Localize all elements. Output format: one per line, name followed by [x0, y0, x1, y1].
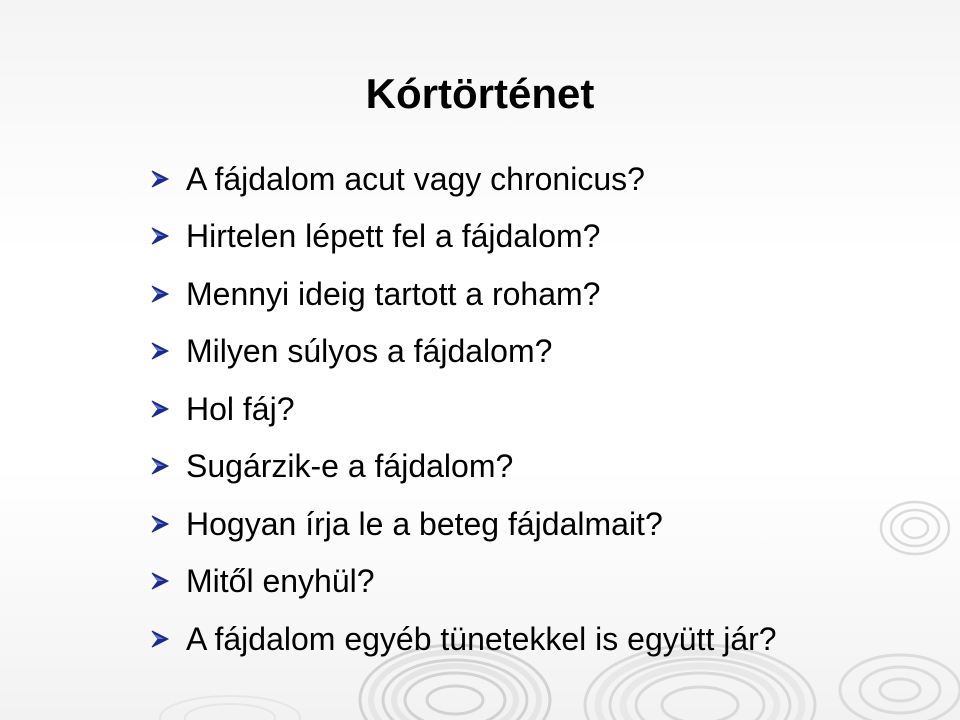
arrowhead-bullet-icon — [150, 399, 186, 419]
bullet-text: Mitől enyhül? — [186, 563, 375, 600]
list-item — [150, 553, 777, 611]
list-item — [150, 438, 777, 496]
list-item — [150, 323, 777, 381]
list-item — [150, 265, 777, 323]
bullet-text: Hirtelen lépett fel a fájdalom? — [186, 218, 601, 255]
bullet-text: Hol fáj? — [186, 390, 295, 427]
bullet-text: Sugárzik-e a fájdalom? — [186, 448, 514, 485]
bullet-list — [150, 150, 777, 668]
bullet-text: A fájdalom egyéb tünetekkel is együtt jár? — [186, 620, 777, 657]
arrowhead-bullet-icon — [150, 571, 186, 591]
arrowhead-bullet-icon — [150, 341, 186, 361]
arrowhead-bullet-icon — [150, 284, 186, 304]
list-item — [150, 495, 777, 553]
arrowhead-bullet-icon — [150, 456, 186, 476]
arrowhead-bullet-icon — [150, 226, 186, 246]
list-item — [150, 150, 777, 208]
arrowhead-bullet-icon — [150, 169, 186, 189]
arrowhead-bullet-icon — [150, 514, 186, 534]
list-item — [150, 610, 777, 668]
bullet-text: Mennyi ideig tartott a roham? — [186, 275, 601, 312]
list-item — [150, 208, 777, 266]
bullet-text: Milyen súlyos a fájdalom? — [186, 333, 553, 370]
bullet-text: A fájdalom acut vagy chronicus? — [186, 160, 645, 197]
arrowhead-bullet-icon — [150, 629, 186, 649]
list-item — [150, 380, 777, 438]
slide-title: Kórtörténet — [365, 70, 595, 117]
bullet-text: Hogyan írja le a beteg fájdalmait? — [186, 505, 663, 542]
